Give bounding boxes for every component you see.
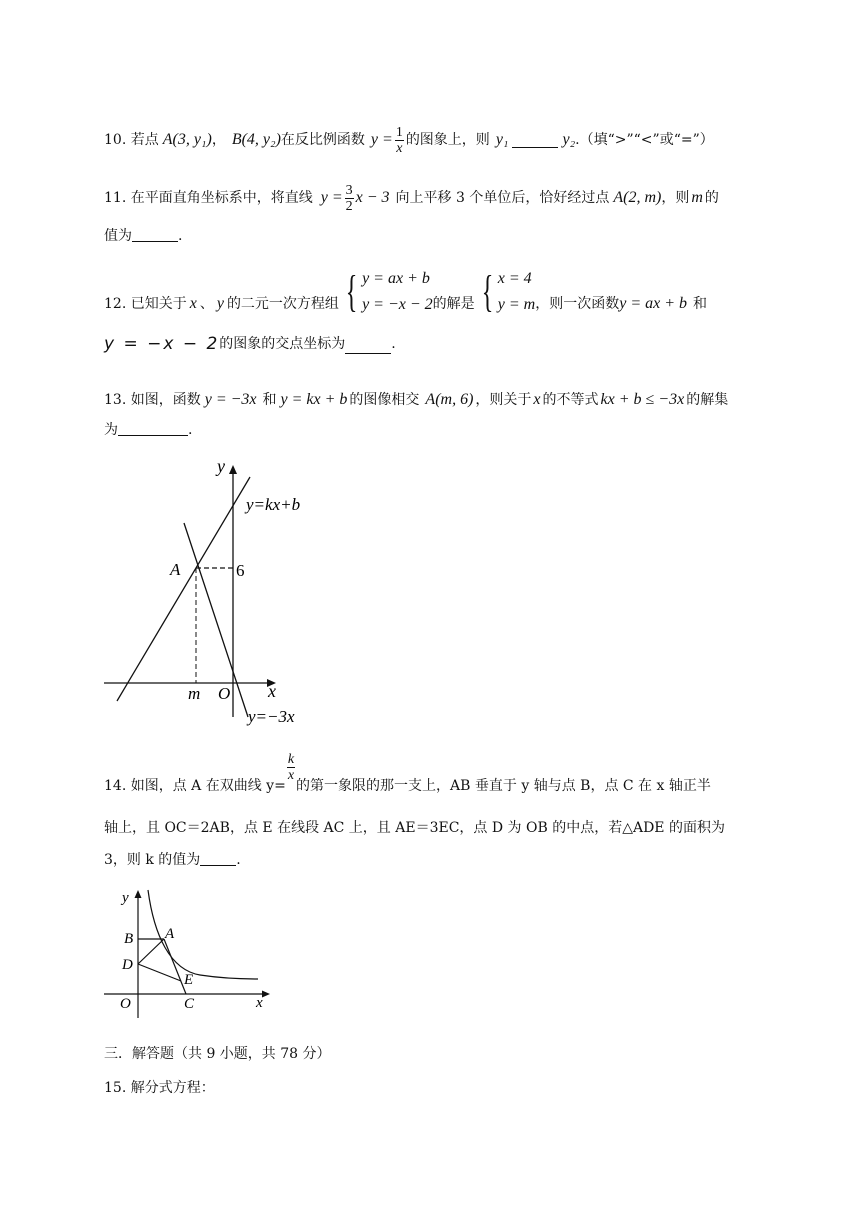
q10-tail: .（填“>”“<”或“=”） <box>575 132 714 148</box>
q11-line-y: y = <box>320 189 343 206</box>
q14-label-b: B <box>124 931 134 947</box>
q11-point: A(2, m) <box>613 189 662 206</box>
q12-text5: 的图象的交点坐标为 <box>219 336 346 352</box>
q12-system-brace: { <box>345 267 358 316</box>
q11-frac-den: 2 <box>345 198 353 214</box>
q14-segment-ac <box>164 939 186 994</box>
q12-text2: 的解是 <box>432 296 475 312</box>
question-12 <box>104 258 707 318</box>
q13-text1: 的图像相交 <box>349 392 420 408</box>
question-13-line2 <box>104 420 192 440</box>
q14-end: . <box>236 852 241 868</box>
q13-answer-blank[interactable] <box>118 421 188 436</box>
q14-text1: 的第一象限的那一支上，AB 垂直于 y 轴与点 B，点 C 在 x 轴正半 <box>296 778 711 794</box>
q14-label-y: y <box>122 890 129 906</box>
q11-fraction <box>345 183 354 214</box>
q11-end: . <box>178 228 183 244</box>
q13-label-6: 6 <box>236 561 245 580</box>
q12-text3: ，则一次函数 <box>535 296 620 312</box>
q14-figure <box>100 880 280 1020</box>
q11-text2: ，则 <box>661 190 690 206</box>
q10-point-b: B(4, y₂) <box>231 131 281 148</box>
q13-text3: 的不等式 <box>542 392 599 408</box>
q13-inequality: kx + b ≤ −3x <box>600 391 685 408</box>
q11-number: 11. 在平面直角坐标系中，将直线 <box>104 190 313 206</box>
q13-label-x: x <box>268 681 276 701</box>
q14-answer-blank[interactable] <box>200 851 236 866</box>
q14-frac-den: x <box>287 768 295 783</box>
q12-var-y: y <box>216 295 224 312</box>
q12-solution-brace: { <box>481 267 494 316</box>
q14-segment-da <box>138 939 164 964</box>
question-14 <box>104 752 711 796</box>
q10-text1: 在反比例函数 <box>280 132 365 148</box>
q14-text3: 3，则 k 的值为 <box>104 852 201 868</box>
q13-and: 和 <box>262 392 277 408</box>
question-14-line3 <box>104 850 241 870</box>
q11-frac-num: 3 <box>345 182 353 198</box>
q13-label-a: A <box>170 560 181 579</box>
q13-label-line1: y=kx+b <box>246 495 301 514</box>
q13-var-x: x <box>533 391 541 408</box>
q10-comma: ， <box>211 132 226 148</box>
q11-answer-blank[interactable] <box>132 227 178 242</box>
q10-frac-den: x <box>396 140 403 156</box>
q14-label-c: C <box>184 996 195 1012</box>
question-11 <box>104 176 719 220</box>
q12-number: 12. 已知关于 <box>104 296 187 312</box>
q10-func-y: y = <box>370 131 393 148</box>
q13-label-m: m <box>188 684 201 703</box>
q12-sol2: y = m <box>497 296 536 313</box>
q10-fraction <box>395 125 404 156</box>
q12-text4: 和 <box>693 296 708 312</box>
q13-figure <box>100 455 320 730</box>
q12-system <box>341 266 433 318</box>
question-12-line2 <box>104 334 396 354</box>
q13-number: 13. 如图，函数 <box>104 392 201 408</box>
q10-y1: y₁ <box>495 131 509 148</box>
q13-end: . <box>188 422 193 438</box>
q10-number: 10. 若点 <box>104 132 159 148</box>
q14-label-x: x <box>256 995 263 1011</box>
q10-y2: y₂ <box>562 131 576 148</box>
q12-end: . <box>391 336 396 352</box>
q14-label-o: O <box>120 996 131 1012</box>
q13-label-o: O <box>218 684 231 703</box>
q10-text2: 的图象上，则 <box>405 132 490 148</box>
q10-frac-num: 1 <box>395 124 403 140</box>
question-10 <box>104 122 714 158</box>
q10-answer-blank[interactable] <box>512 133 558 148</box>
q12-func2: y = −x − 2 <box>104 334 220 354</box>
q14-label-a: A <box>165 926 175 942</box>
q11-var-m: m <box>691 189 703 206</box>
q14-x-axis-arrow-icon <box>262 991 270 998</box>
q12-sol1: x = 4 <box>497 270 532 287</box>
q14-text2: 轴上，且 OC＝2AB，点 E 在线段 AC 上，且 AE＝3EC，点 D 为 OB 的中点，若△ADE 的面积为 <box>104 820 725 836</box>
q12-eq1: y = ax + b <box>362 270 430 287</box>
q13-point: A(m, 6) <box>425 391 474 408</box>
q13-text2: ，则关于 <box>475 392 532 408</box>
q11-text1: 向上平移 3 个单位后，恰好经过点 <box>395 190 610 206</box>
q12-func1: y = ax + b <box>619 295 688 312</box>
q13-line-kx-b <box>117 477 250 701</box>
question-11-line2 <box>104 226 182 246</box>
section-3-heading: 三．解答题（共 9 小题，共 78 分） <box>104 1046 331 1062</box>
q14-label-d: D <box>122 957 133 973</box>
q11-line-rest: x − 3 <box>355 189 390 206</box>
q14-number: 14. 如图，点 A 在双曲线 y= <box>104 778 286 794</box>
q13-text5: 为 <box>104 422 118 438</box>
q12-var-x: x <box>189 295 197 312</box>
q13-label-y: y <box>217 456 225 476</box>
question-15: 15. 解分式方程： <box>104 1080 215 1096</box>
q14-frac-num: k <box>287 752 295 767</box>
q12-eq2: y = −x − 2 <box>362 296 433 313</box>
q11-text4: 值为 <box>104 228 132 244</box>
q13-label-line2: y=−3x <box>248 707 295 726</box>
q13-text4: 的解集 <box>686 392 729 408</box>
q12-sep: 、 <box>199 296 214 312</box>
q14-label-e: E <box>184 972 194 988</box>
q10-point-a: A(3, y₁) <box>162 131 212 148</box>
q12-solution <box>477 266 536 318</box>
q11-text3: 的 <box>704 190 719 206</box>
q13-func2: y = kx + b <box>280 391 348 408</box>
q13-func1: y = −3x <box>204 391 257 408</box>
q14-fraction <box>287 752 295 783</box>
q12-text1: 的二元一次方程组 <box>226 296 339 312</box>
q14-y-axis-arrow-icon <box>135 890 142 898</box>
question-13 <box>104 380 728 410</box>
q13-y-axis-arrow-icon <box>229 465 237 474</box>
question-14-line2 <box>104 818 725 838</box>
q12-answer-blank[interactable] <box>345 339 391 354</box>
